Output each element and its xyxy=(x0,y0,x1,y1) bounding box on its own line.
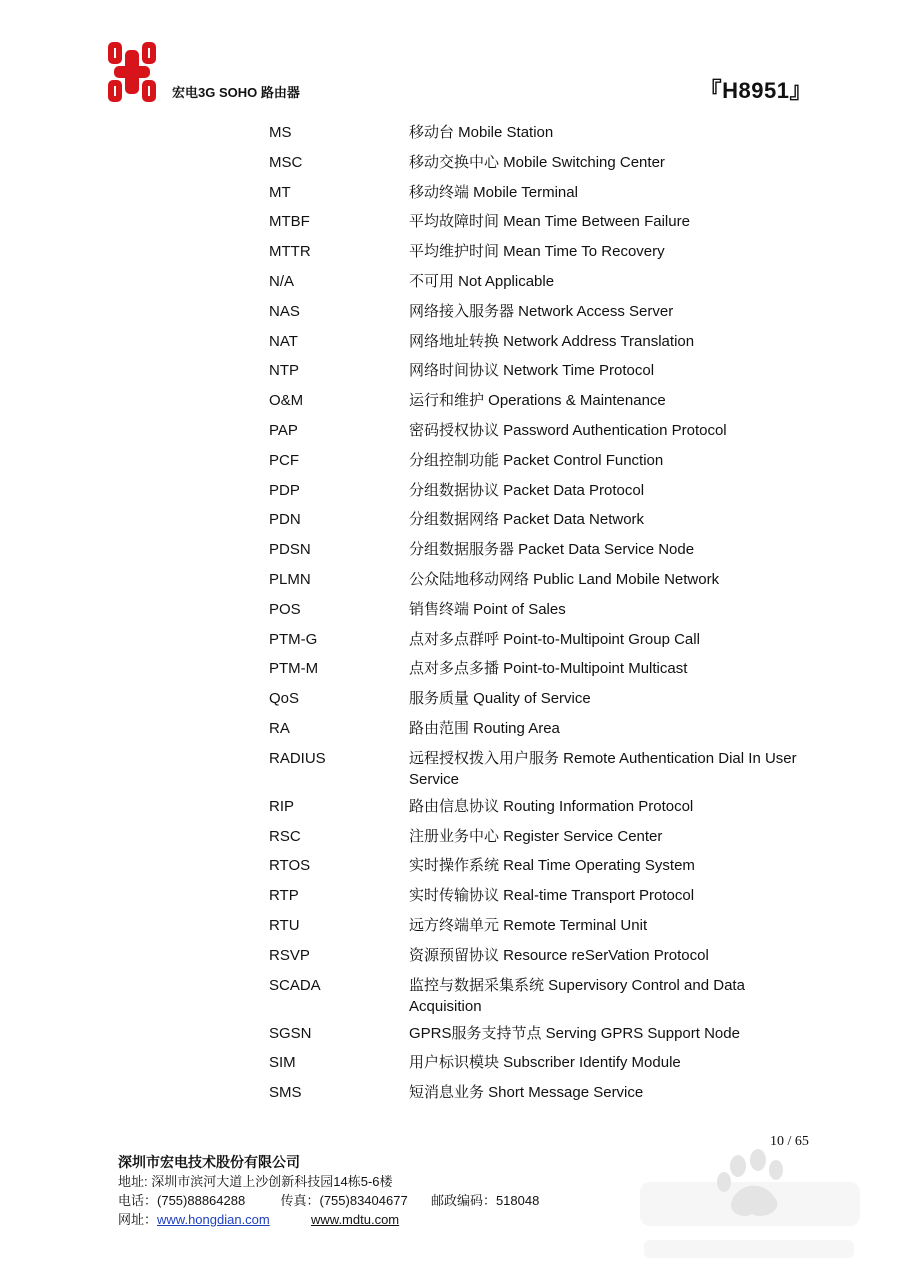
glossary-abbreviation: MTBF xyxy=(269,213,310,231)
glossary-row xyxy=(269,390,809,420)
glossary-definition: 资源预留协议 Resource reSerVation Protocol xyxy=(409,946,709,964)
glossary-definition: 分组数据协议 Packet Data Protocol xyxy=(409,481,645,499)
glossary-definition: 监控与数据采集系统 Supervisory Control and Data Acquisition xyxy=(409,976,745,1015)
footer xyxy=(118,1153,539,1229)
glossary-definition: 公众陆地移动网络 Public Land Mobile Network xyxy=(409,570,720,588)
glossary-abbreviation: PDSN xyxy=(269,541,311,559)
glossary-abbreviation: O&M xyxy=(269,392,304,410)
glossary-row xyxy=(269,915,809,945)
glossary-definition: GPRS服务支持节点 Serving GPRS Support Node xyxy=(409,1024,740,1042)
glossary-row xyxy=(269,826,809,856)
glossary-row xyxy=(269,480,809,510)
postcode-label: 邮政编码： xyxy=(430,1193,496,1208)
glossary-abbreviation: MTTR xyxy=(269,243,311,261)
glossary-row xyxy=(269,331,809,361)
glossary-abbreviation: POS xyxy=(269,600,301,618)
glossary-abbreviation: RSC xyxy=(269,827,301,845)
glossary-abbreviation: RSVP xyxy=(269,946,310,964)
glossary-row xyxy=(269,658,809,688)
glossary-abbreviation: N/A xyxy=(269,272,295,290)
glossary-definition: 密码授权协议 Password Authentication Protocol xyxy=(409,421,727,439)
glossary-row xyxy=(269,796,809,826)
glossary-abbreviation: RADIUS xyxy=(269,749,326,767)
glossary-definition: 移动终端 Mobile Terminal xyxy=(409,183,578,201)
glossary-definition: 路由信息协议 Routing Information Protocol xyxy=(409,797,694,815)
glossary-row xyxy=(269,1052,809,1082)
glossary-row xyxy=(269,122,809,152)
glossary-abbreviation: PDN xyxy=(269,511,301,529)
glossary-abbreviation: PCF xyxy=(269,451,299,469)
glossary-row xyxy=(269,301,809,331)
company-name: 深圳市宏电技术股份有限公司 xyxy=(118,1154,300,1170)
glossary-row xyxy=(269,855,809,885)
glossary-definition: 短消息业务 Short Message Service xyxy=(409,1084,644,1102)
glossary-abbreviation: PTM-G xyxy=(269,630,318,648)
glossary-list xyxy=(269,122,809,1112)
glossary-definition: 平均维护时间 Mean Time To Recovery xyxy=(409,243,665,261)
glossary-abbreviation: SGSN xyxy=(269,1024,312,1042)
glossary-definition: 分组数据网络 Packet Data Network xyxy=(409,511,645,529)
glossary-abbreviation: SMS xyxy=(269,1084,302,1102)
glossary-abbreviation: MSC xyxy=(269,153,303,171)
glossary-abbreviation: NAS xyxy=(269,302,300,320)
glossary-row xyxy=(269,182,809,212)
glossary-abbreviation: PLMN xyxy=(269,570,311,588)
glossary-abbreviation: RIP xyxy=(269,797,295,815)
glossary-definition: 点对多点多播 Point-to-Multipoint Multicast xyxy=(409,660,688,678)
contact-line xyxy=(118,1191,539,1210)
glossary-definition: 实时操作系统 Real Time Operating System xyxy=(409,857,695,875)
glossary-row xyxy=(269,152,809,182)
glossary-row xyxy=(269,271,809,301)
glossary-definition: 远程授权拨入用户服务 Remote Authentication Dial In User Service xyxy=(409,749,797,788)
glossary-row xyxy=(269,975,809,1023)
glossary-abbreviation: QoS xyxy=(269,690,300,708)
glossary-definition: 用户标识模块 Subscriber Identify Module xyxy=(409,1054,681,1072)
glossary-definition: 销售终端 Point of Sales xyxy=(409,600,566,618)
web-label: 网址： xyxy=(118,1212,158,1227)
glossary-row xyxy=(269,539,809,569)
glossary-row xyxy=(269,450,809,480)
website-link-hongdian[interactable]: www.hongdian.com xyxy=(157,1212,270,1227)
glossary-row xyxy=(269,1082,809,1112)
glossary-definition: 运行和维护 Operations & Maintenance xyxy=(409,392,666,410)
glossary-abbreviation: RTP xyxy=(269,887,299,905)
glossary-abbreviation: PTM-M xyxy=(269,660,319,678)
phone-label: 电话： xyxy=(118,1193,158,1208)
fax-value: (755)83404677 xyxy=(319,1193,408,1208)
glossary-row xyxy=(269,509,809,539)
glossary-row xyxy=(269,885,809,915)
glossary-row xyxy=(269,211,809,241)
glossary-abbreviation: RTU xyxy=(269,916,300,934)
glossary-abbreviation: MS xyxy=(269,124,292,141)
glossary-abbreviation: PDP xyxy=(269,481,300,499)
glossary-definition: 服务质量 Quality of Service xyxy=(409,690,591,708)
glossary-row xyxy=(269,1023,809,1053)
glossary-definition: 远方终端单元 Remote Terminal Unit xyxy=(409,916,648,934)
product-name: 宏电3G SOHO 路由器 xyxy=(172,85,300,100)
page-number: 10 / 65 xyxy=(770,1134,809,1149)
baidu-jingyan-watermark-icon xyxy=(640,1140,860,1270)
glossary-definition: 不可用 Not Applicable xyxy=(409,272,555,290)
address-value: 深圳市滨河大道上沙创新科技园14栋5-6楼 xyxy=(151,1174,393,1189)
glossary-row xyxy=(269,420,809,450)
glossary-definition: 注册业务中心 Register Service Center xyxy=(409,827,663,845)
glossary-abbreviation: RA xyxy=(269,719,290,737)
glossary-row xyxy=(269,945,809,975)
glossary-row xyxy=(269,748,809,796)
address-label: 地址: xyxy=(118,1174,148,1189)
glossary-abbreviation: NAT xyxy=(269,332,298,350)
glossary-definition: 点对多点群呼 Point-to-Multipoint Group Call xyxy=(409,630,700,648)
glossary-definition: 分组数据服务器 Packet Data Service Node xyxy=(409,541,695,559)
company-logo xyxy=(106,40,158,104)
fax-label: 传真： xyxy=(280,1193,320,1208)
glossary-abbreviation: SCADA xyxy=(269,976,321,994)
glossary-row xyxy=(269,599,809,629)
glossary-definition: 移动台 Mobile Station xyxy=(409,124,554,141)
glossary-abbreviation: RTOS xyxy=(269,857,311,875)
glossary-row xyxy=(269,688,809,718)
glossary-definition: 网络时间协议 Network Time Protocol xyxy=(409,362,655,380)
glossary-definition: 分组控制功能 Packet Control Function xyxy=(409,451,664,469)
glossary-abbreviation: SIM xyxy=(269,1054,296,1072)
glossary-definition: 移动交换中心 Mobile Switching Center xyxy=(409,153,665,171)
phone-value: (755)88864288 xyxy=(157,1193,246,1208)
glossary-row xyxy=(269,241,809,271)
glossary-definition: 路由范围 Routing Area xyxy=(409,719,560,737)
postcode-value: 518048 xyxy=(495,1193,540,1208)
glossary-definition: 平均故障时间 Mean Time Between Failure xyxy=(409,213,690,231)
glossary-definition: 网络接入服务器 Network Access Server xyxy=(409,302,674,320)
website-link-mdtu[interactable]: www.mdtu.com xyxy=(311,1212,400,1227)
model-number: 『H8951』 xyxy=(699,78,812,103)
glossary-row xyxy=(269,569,809,599)
glossary-row xyxy=(269,629,809,659)
web-line xyxy=(118,1210,539,1229)
glossary-row xyxy=(269,718,809,748)
address-line xyxy=(118,1172,539,1191)
glossary-row xyxy=(269,360,809,390)
glossary-abbreviation: NTP xyxy=(269,362,299,380)
glossary-abbreviation: PAP xyxy=(269,421,298,439)
glossary-definition: 实时传输协议 Real-time Transport Protocol xyxy=(409,887,695,905)
glossary-definition: 网络地址转换 Network Address Translation xyxy=(409,332,695,350)
glossary-abbreviation: MT xyxy=(269,183,291,201)
